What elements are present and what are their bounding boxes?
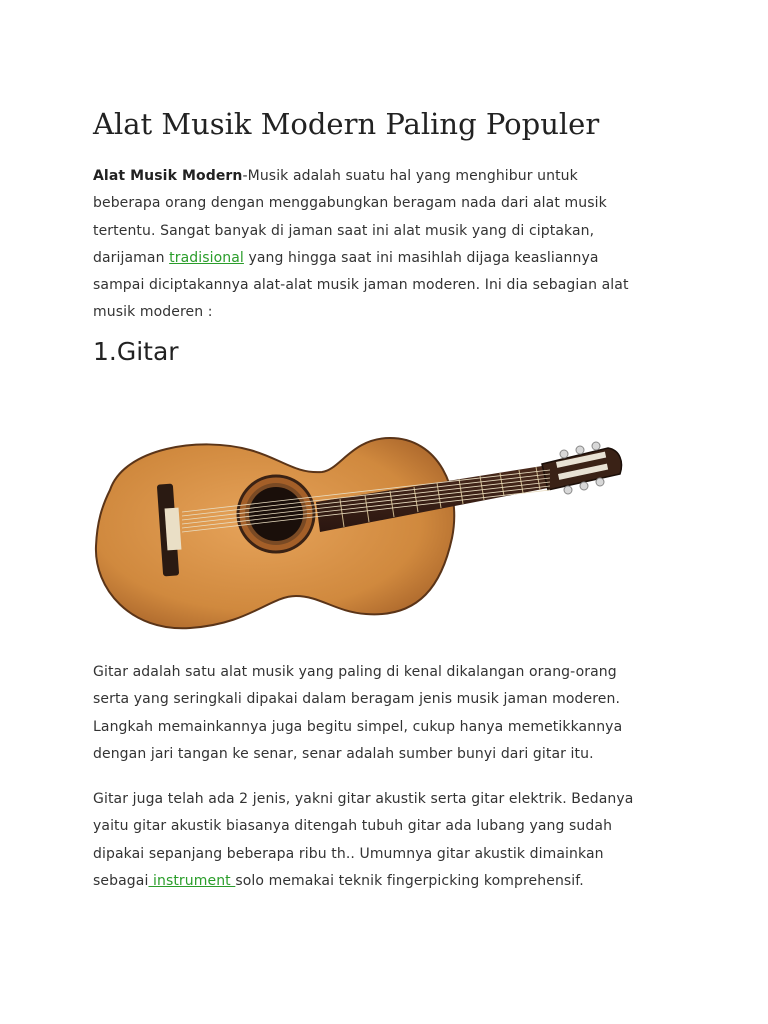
gitar-p1-line-2: serta yang seringkali dipakai dalam beragam jenis musik jaman moderen.: [93, 691, 621, 708]
intro-line-3: tertentu. Sangat banyak di jaman saat ini alat musik yang di ciptakan,: [93, 222, 595, 239]
intro-line-5: sampai diciptakannya alat-alat musik jaman moderen. Ini dia sebagian alat: [93, 277, 629, 294]
gitar-p1-line-1: Gitar adalah satu alat musik yang paling di kenal dikalangan orang-orang: [93, 664, 617, 680]
intro-line-4: [93, 245, 668, 272]
gitar-p2-line-3: dipakai sepanjang beberapa ribu th.. Umumnya gitar akustik dimainkan: [93, 845, 604, 862]
intro-paragraph: [93, 163, 668, 327]
intro-line-4-post: yang hingga saat ini masihlah dijaga keasliannya: [243, 249, 599, 266]
intro-line-6: musik moderen :: [93, 304, 213, 321]
acoustic-guitar-illustration: [90, 428, 630, 634]
intro-lead-bold: Alat Musik Modern: [93, 168, 243, 184]
gitar-p2-line-4: [93, 868, 668, 895]
gitar-paragraph-2: [93, 786, 668, 895]
page-title: Alat Musik Modern Paling Populer: [93, 107, 600, 141]
gitar-p1-line-4: dengan jari tangan ke senar, senar adalah sumber bunyi dari gitar itu.: [93, 745, 594, 762]
gitar-p2-line-1: Gitar juga telah ada 2 jenis, yakni gitar akustik serta gitar elektrik. Bedanya: [93, 791, 634, 807]
intro-line-4-pre: darijaman: [93, 249, 170, 266]
gitar-p2-line-2: yaitu gitar akustik biasanya ditengah tubuh gitar ada lubang yang sudah: [93, 818, 613, 835]
gitar-p2-line-4-pre: sebagai: [93, 872, 149, 889]
link-tradisional[interactable]: tradisional: [169, 249, 244, 266]
intro-line-2: beberapa orang dengan menggabungkan beragam nada dari alat musik: [93, 195, 607, 212]
section-heading-gitar: 1.Gitar: [93, 337, 179, 366]
intro-line-1: [93, 163, 668, 190]
gitar-p2-line-4-post: solo memakai teknik fingerpicking komprehensif.: [235, 872, 584, 889]
intro-line-1-rest: -Musik adalah suatu hal yang menghibur untuk: [242, 168, 578, 184]
gitar-p1-line-3: Langkah memainkannya juga begitu simpel, cukup hanya memetikkannya: [93, 718, 623, 735]
guitar-soundhole: [249, 487, 303, 541]
link-instrument[interactable]: instrument: [148, 872, 236, 889]
gitar-paragraph-1: [93, 659, 668, 768]
